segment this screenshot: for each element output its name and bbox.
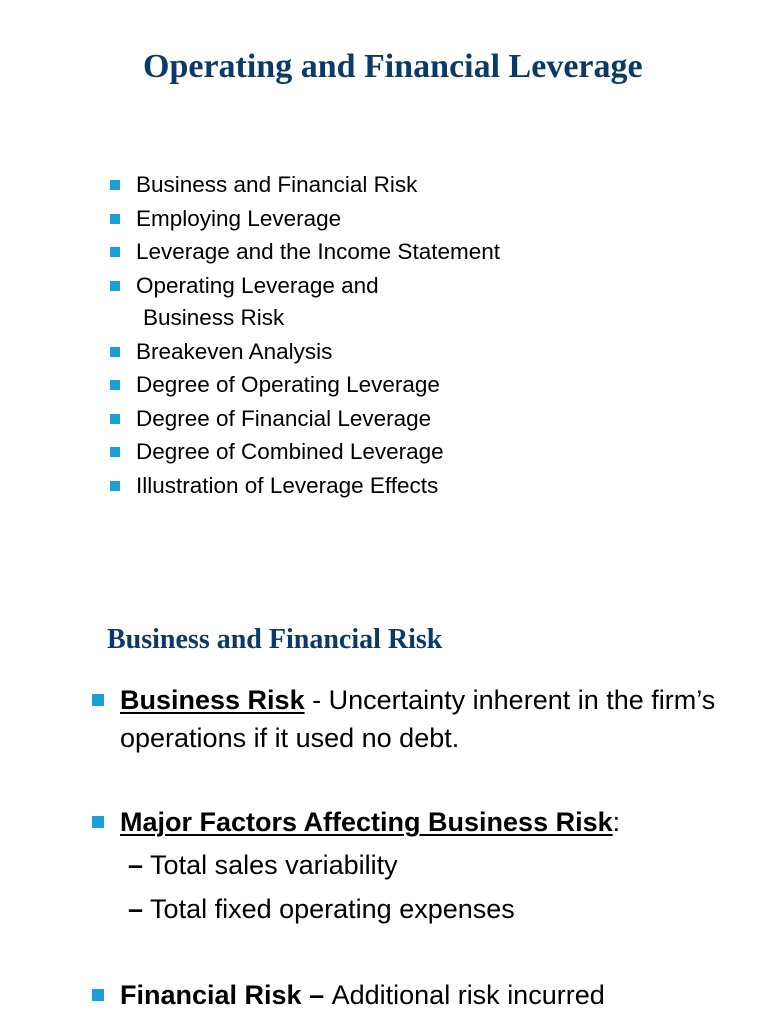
list-item xyxy=(107,435,727,469)
list-item xyxy=(107,335,727,369)
section-title: Business and Financial Risk xyxy=(107,624,443,655)
list-item-label: Employing Leverage xyxy=(136,205,342,231)
list-item xyxy=(107,168,727,202)
list-item-label: Degree of Operating Leverage xyxy=(136,372,440,397)
list-item xyxy=(107,368,727,402)
square-bullet-icon xyxy=(110,380,120,390)
list-item-label: Degree of Financial Leverage xyxy=(136,405,432,431)
list-item xyxy=(107,235,727,269)
separator: - xyxy=(304,685,329,715)
list-item-label: Business Risk xyxy=(143,305,285,330)
list-item-continuation xyxy=(107,301,727,335)
square-bullet-icon xyxy=(92,989,104,1001)
separator: – xyxy=(301,980,332,1010)
square-bullet-icon xyxy=(110,414,120,424)
list-item-label: Breakeven Analysis xyxy=(136,338,333,364)
business-risk-definition: Uncertainty inherent in the firm’s operations if it used no debt. xyxy=(120,685,716,753)
square-bullet-icon xyxy=(110,347,120,357)
major-factors-item xyxy=(120,803,740,841)
list-item xyxy=(107,269,727,303)
dash-bullet: – xyxy=(128,894,144,924)
list-item-label: Leverage and the Income Statement xyxy=(136,239,500,264)
list-item xyxy=(107,469,727,503)
business-risk-item xyxy=(120,681,740,757)
square-bullet-icon xyxy=(110,447,120,457)
list-item xyxy=(107,402,727,436)
square-bullet-icon xyxy=(110,481,120,491)
dash-bullet: – xyxy=(128,850,144,880)
slide-title: Operating and Financial Leverage xyxy=(143,48,643,85)
list-item-label: Illustration of Leverage Effects xyxy=(136,472,439,498)
financial-risk-definition: Additional risk incurred xyxy=(331,980,605,1010)
square-bullet-icon xyxy=(110,214,120,224)
major-factors-term: Major Factors Affecting Business Risk xyxy=(120,807,613,837)
financial-risk-term: Financial Risk xyxy=(120,980,302,1010)
sub-item xyxy=(128,890,515,928)
list-item xyxy=(107,202,727,236)
list-item-label: Operating Leverage and xyxy=(136,272,379,298)
square-bullet-icon xyxy=(110,247,120,257)
sub-item-label: Total fixed operating expenses xyxy=(150,894,515,924)
list-item-label: Business and Financial Risk xyxy=(136,172,418,197)
business-risk-term: Business Risk xyxy=(120,685,305,715)
colon: : xyxy=(612,807,621,837)
financial-risk-item xyxy=(120,976,740,1014)
square-bullet-icon xyxy=(110,180,120,190)
square-bullet-icon xyxy=(92,816,104,828)
sub-item-label: Total sales variability xyxy=(150,850,398,880)
topics-list xyxy=(107,168,727,502)
square-bullet-icon xyxy=(92,694,104,706)
square-bullet-icon xyxy=(110,281,120,291)
sub-item xyxy=(128,846,398,884)
list-item-label: Degree of Combined Leverage xyxy=(136,439,444,464)
